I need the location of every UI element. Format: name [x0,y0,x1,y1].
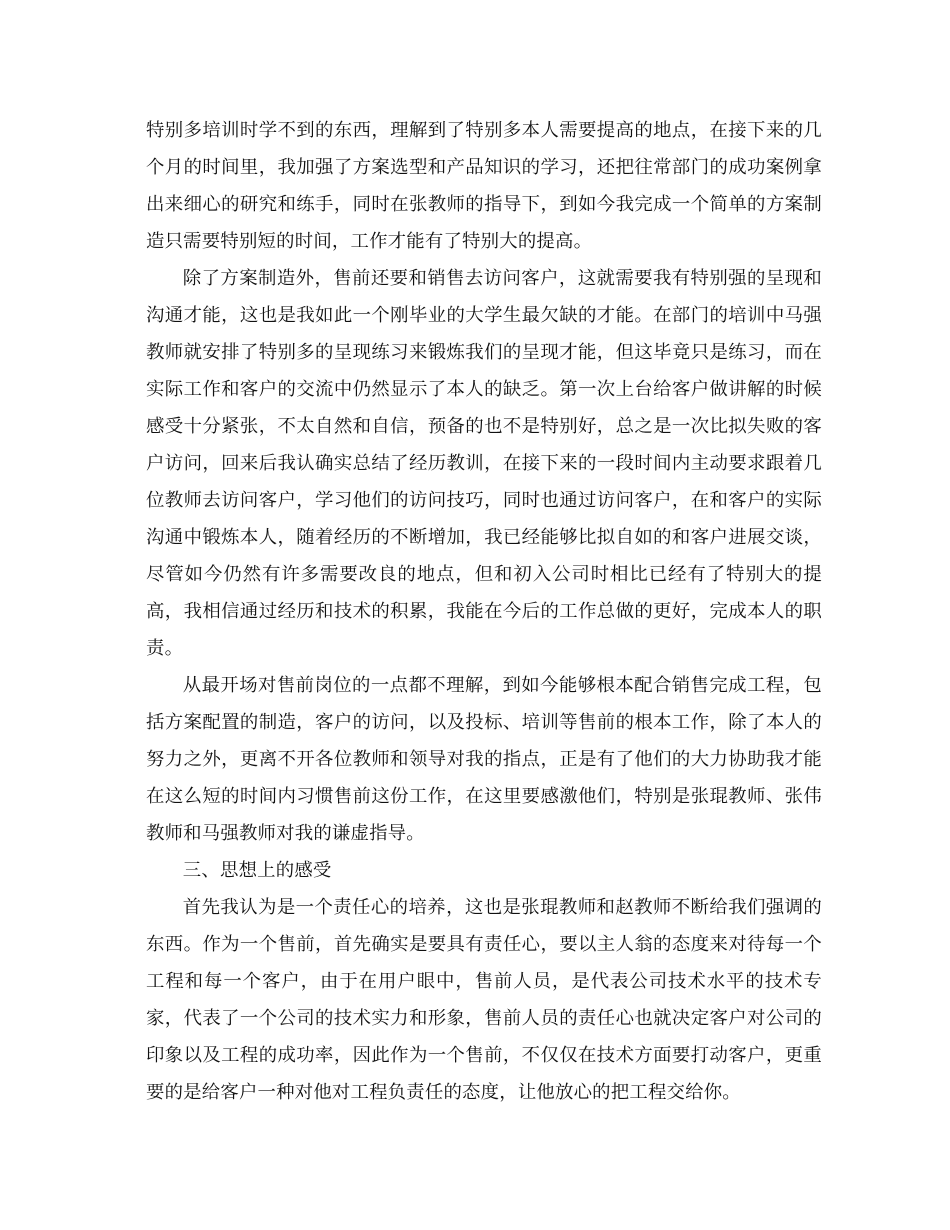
section-heading-thoughts: 三、思想上的感受 [182,860,332,881]
paragraph-acknowledgements: 从最开场对售前岗位的一点都不理解，到如今能够根本配合销售完成工程，包括方案配置的制造，客户的访问，以及投标、培训等售前的根本工作，除了本人的努力之外，更离不开各位教师和领导对我的指点，正是有了他们的大力协助我才能在这么短的时间内习惯售前这份工作，在这里要感激他们，特别是张琨教师、张伟教师和马强教师对我的谦虚指导。 [146,675,822,844]
paragraph-customer-visits: 除了方案制造外，售前还要和销售去访问客户，这就需要我有特别强的呈现和沟通才能，这也是我如此一个刚毕业的大学生最欠缺的才能。在部门的培训中马强教师就安排了特别多的呈现练习来锻炼我们的呈现才能，但这毕竟只是练习，而在实际工作和客户的交流中仍然显示了本人的缺乏。第一次上台给客户做讲解的时候感受十分紧张，不太自然和自信，预备的也不是特别好，总之是一次比拟失败的客户访问，回来后我认确实总结了经历教训，在接下来的一段时间内主动要求跟着几位教师去访问客户，学习他们的访问技巧，同时也通过访问客户，在和客户的实际沟通中锻炼本人，随着经历的不断增加，我已经能够比拟自如的和客户进展交谈，尽管如今仍然有许多需要改良的地点，但和初入公司时相比已经有了特别大的提高，我相信通过经历和技术的积累，我能在今后的工作总做的更好，完成本人的职责。 [146,268,822,659]
paragraph-continuation: 特别多培训时学不到的东西，理解到了特别多本人需要提高的地点，在接下来的几个月的时间里，我加强了方案选型和产品知识的学习，还把往常部门的成功案例拿出来细心的研究和练手，同时在张教师的指导下，到如今我完成一个简单的方案制造只需要特别短的时间，工作才能有了特别大的提高。 [146,120,822,252]
paragraph-responsibility: 首先我认为是一个责任心的培养，这也是张琨教师和赵教师不断给我们强调的东西。作为一个售前，首先确实是要具有责任心，要以主人翁的态度来对待每一个工程和每一个客户，由于在用户眼中，售前人员，是代表公司技术水平的技术专家，代表了一个公司的技术实力和形象，售前人员的责任心也就决定客户对公司的印象以及工程的成功率，因此作为一个售前，不仅仅在技术方面要打动客户，更重要的是给客户一种对他对工程负责任的态度，让他放心的把工程交给你。 [146,897,822,1103]
document-body [146,112,822,1111]
